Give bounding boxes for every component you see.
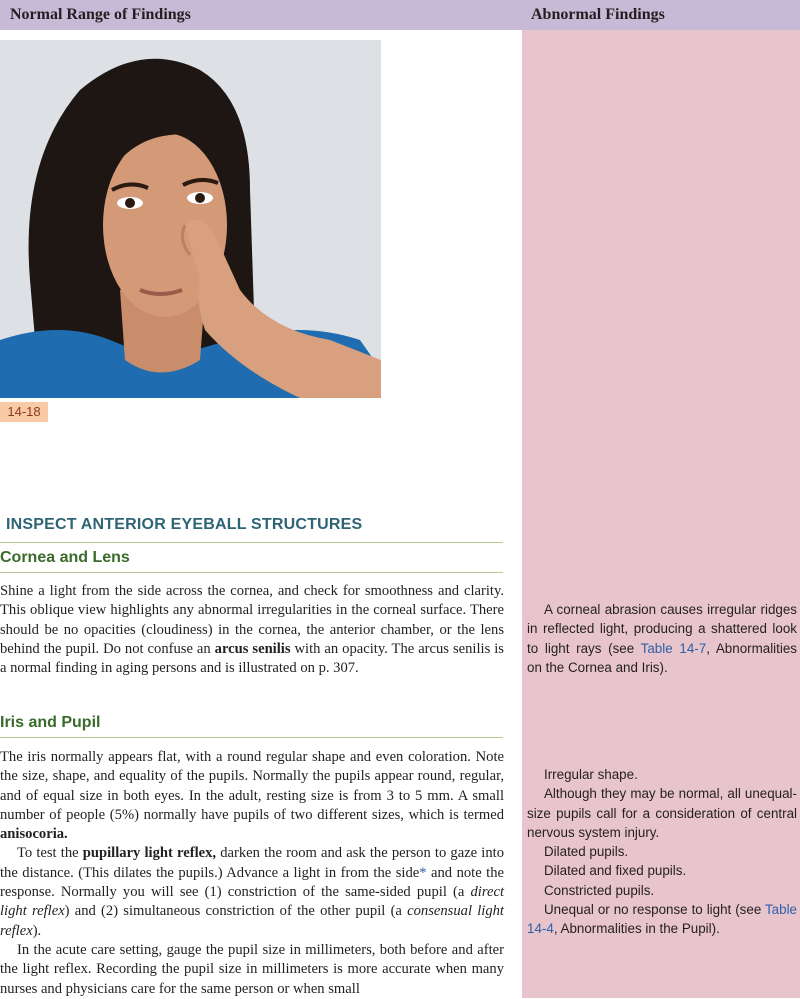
finding-dilated: Dilated pupils. [544, 844, 629, 860]
finding-dilated-fixed: Dilated and fixed pupils. [544, 863, 687, 879]
term-anisocoria: anisocoria. [0, 826, 68, 843]
term-direct-light-reflex: direct light reflex [0, 884, 504, 920]
text-run: , Abnormalities on the Cornea and Iris). [527, 640, 797, 675]
text-run: ) and (2) simultaneous constriction of the other pupil (a [64, 903, 408, 920]
abnormal-findings-header: Abnormal Findings [531, 6, 665, 23]
term-pupillary-light-reflex: pupillary light reflex, [82, 845, 217, 862]
cornea-lens-heading: Cornea and Lens [0, 549, 130, 566]
text-run: ). [32, 922, 42, 939]
page-header [0, 0, 800, 30]
text-run: Unequal or no response to light (see [544, 902, 765, 918]
woman-eye-exam-image [0, 40, 381, 398]
finding-irregular-shape: Irregular shape. [544, 767, 638, 782]
text-run: A corneal abrasion causes irregular ridges in reflected light, producing a shattered look to light rays (see [527, 602, 797, 656]
term-arcus-senilis: arcus senilis [214, 640, 291, 657]
section-divider [0, 542, 503, 543]
text-run: , Abnormalities in the Pupil). [553, 921, 720, 937]
text-run: and note the response. Normally you will see (1) constriction of the same-sided pupil (a [0, 864, 504, 901]
finding-constricted: Constricted pupils. [544, 882, 655, 898]
normal-findings-header: Normal Range of Findings [10, 6, 191, 23]
subhead-divider [0, 737, 503, 738]
finding-unequal-pupils: Although they may be normal, all unequal-size pupils call for a consideration of central nervous system injury. [527, 786, 797, 840]
text-run: Shine a light from the side across the cornea, and check for smoothness and clarity. This oblique view highlights any abnormal irregularities in the corneal surface. There should be no opacities (cloudiness) in the cornea, the anterior chamber, or the lens behind the pupil. Do not confuse an [0, 583, 504, 657]
table-14-4-link[interactable]: Table 14-4 [527, 902, 797, 937]
figure-label: 14-18 [0, 402, 48, 422]
text-run: darken the room and ask the person to gaze into the distance. (This dilates the pupils.) Advance a light in from the side [0, 845, 505, 881]
cornea-paragraph [0, 582, 504, 678]
iris-paragraphs [0, 748, 504, 999]
figure-photo [0, 40, 381, 398]
section-title: INSPECT ANTERIOR EYEBALL STRUCTURES [6, 516, 363, 533]
iris-pupil-heading: Iris and Pupil [0, 714, 101, 731]
subhead-divider [0, 572, 503, 573]
text-run: To test the [17, 845, 83, 862]
term-consensual-light-reflex: consensual light reflex [0, 903, 504, 939]
footnote-marker[interactable]: * [419, 864, 427, 881]
table-14-7-link[interactable]: Table 14-7 [640, 640, 707, 656]
abnormal-iris [527, 765, 797, 939]
acute-care-paragraph: In the acute care setting, gauge the pupil size in millimeters, both before and after the light reflex. Recording the pupil size in millimeters is more accurate when many nurses and physicians care for the same person or when small [0, 941, 504, 997]
text-run: with an opacity. The arcus senilis is a normal finding in aging persons and is illustrated on p. 307. [0, 640, 504, 677]
text-run: The iris normally appears flat, with a round regular shape and even coloration. Note the size, shape, and equality of the pupils. Normally the pupils appear round, regular, and of equal size in both eyes. In the adult, resting size is from 3 to 5 mm. A small number of people (5%) normally have pupils of two different sizes, which is termed [0, 749, 504, 823]
abnormal-cornea [527, 600, 797, 677]
